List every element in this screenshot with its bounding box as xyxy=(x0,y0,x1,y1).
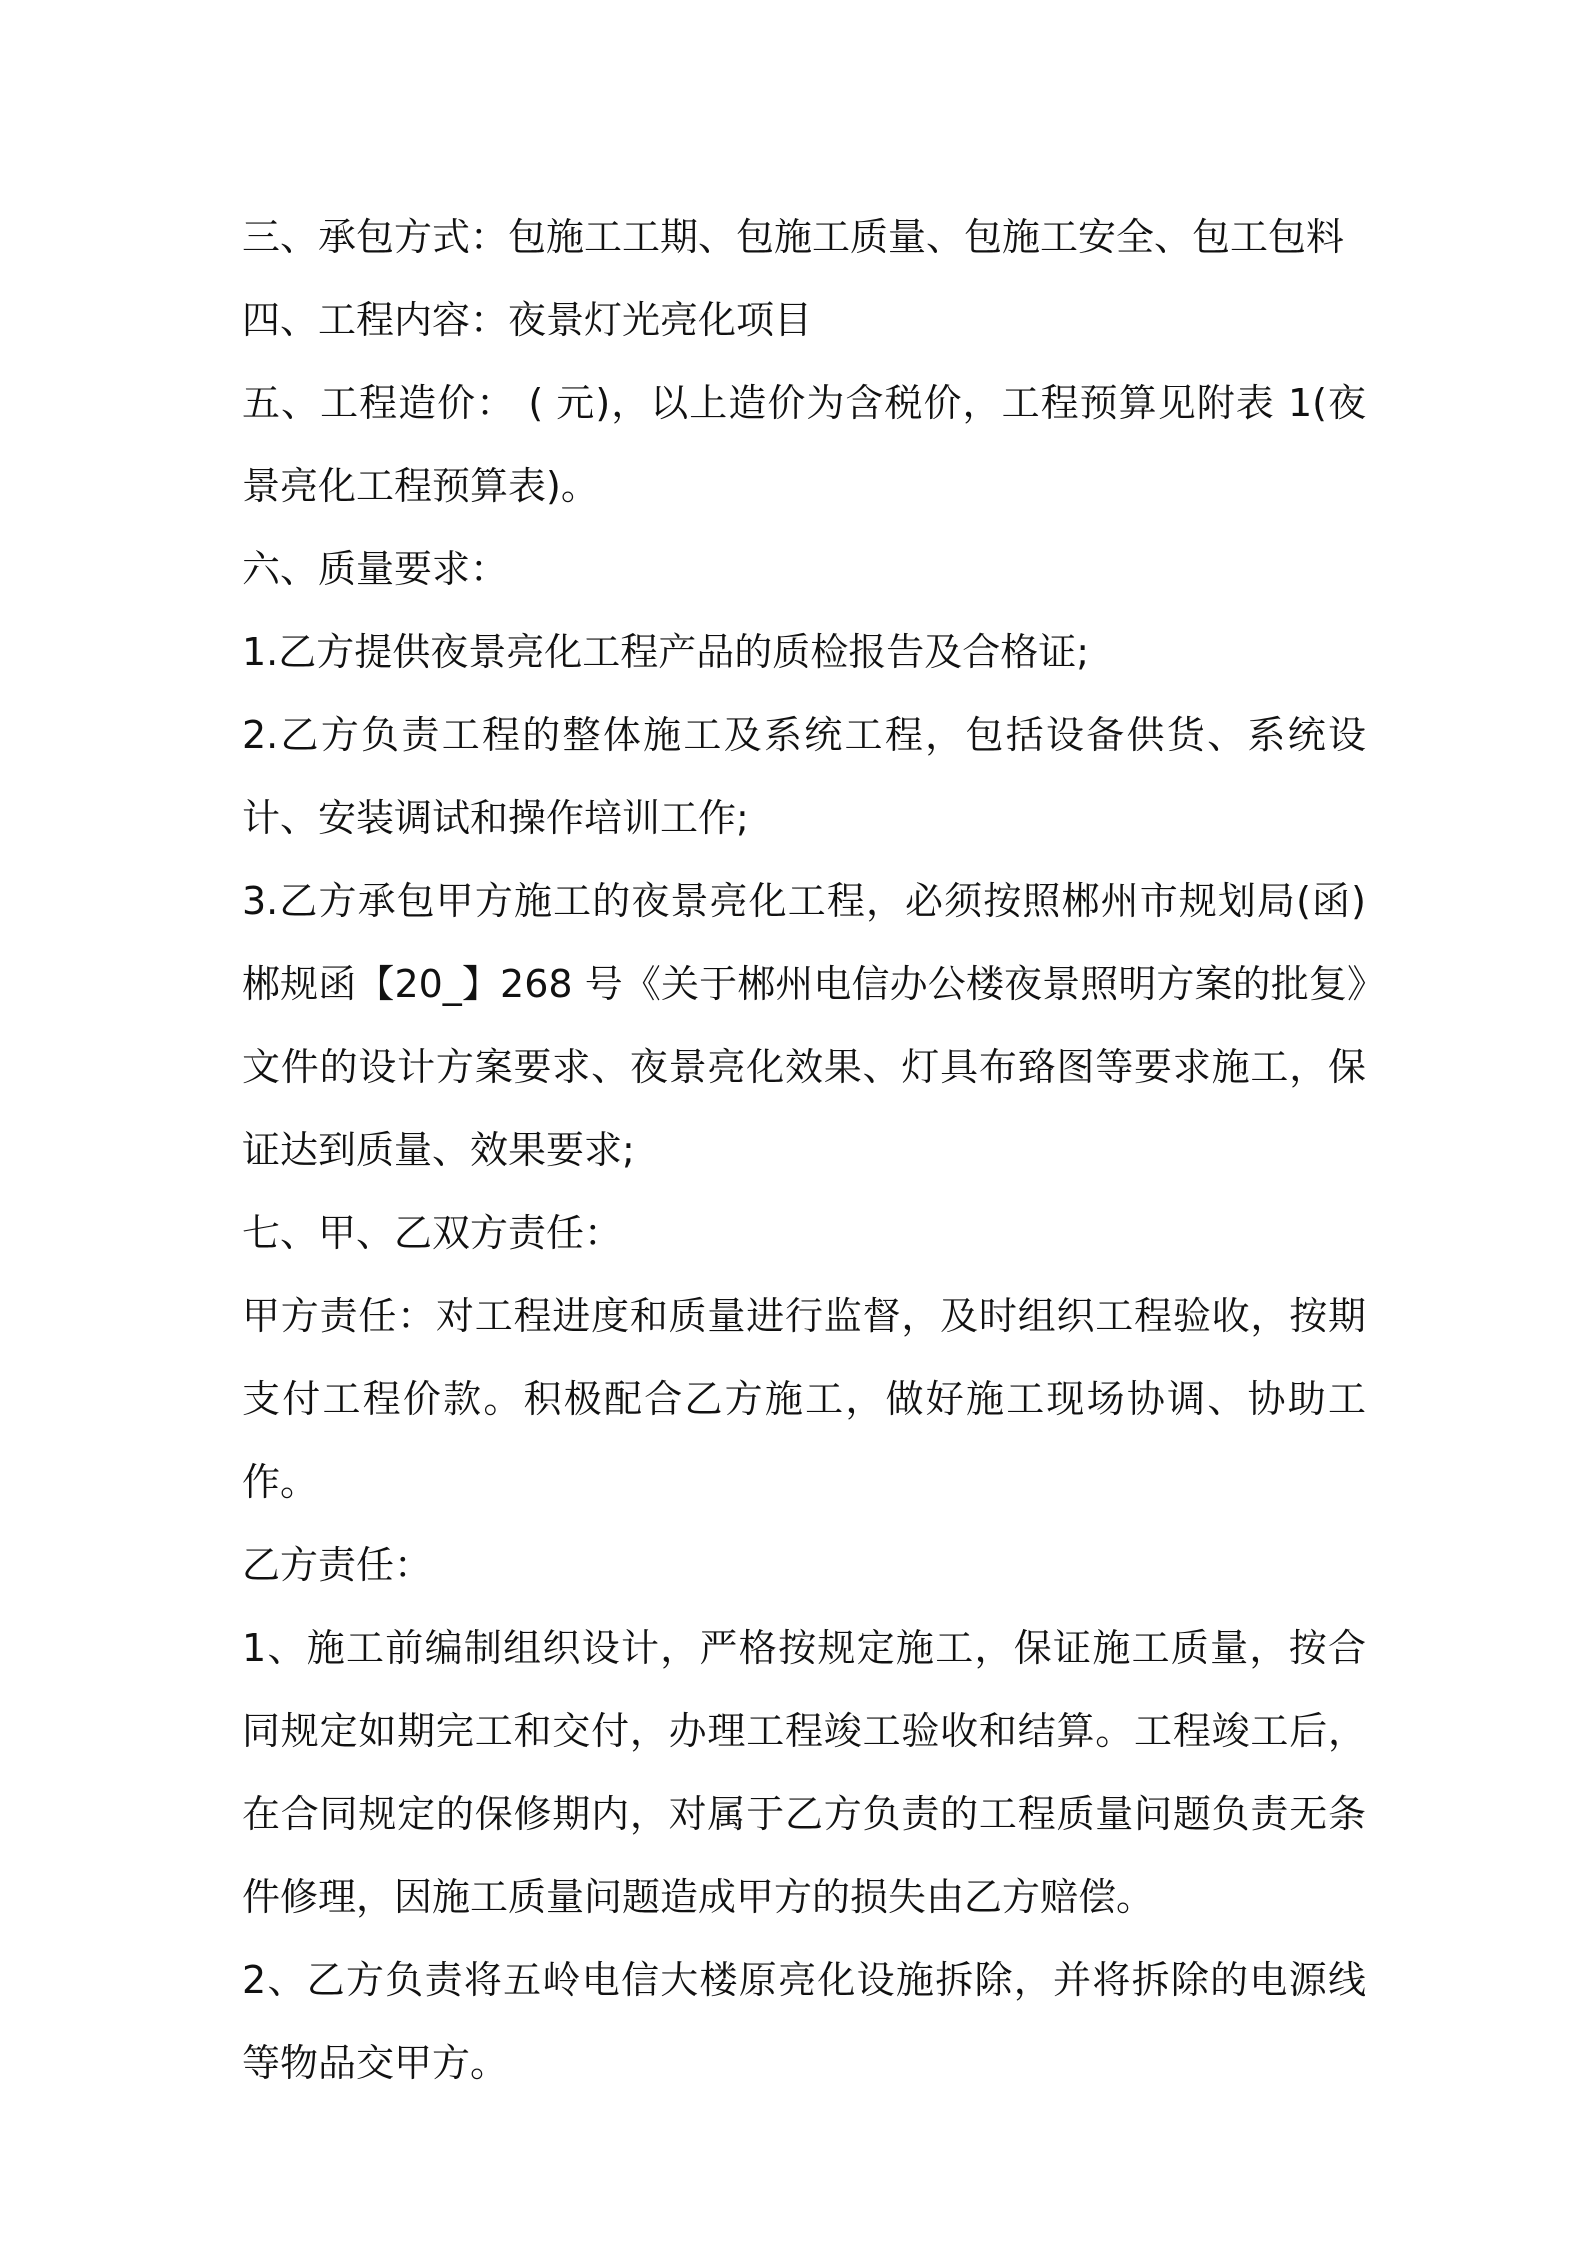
document-body xyxy=(242,196,1366,2105)
party-a-responsibility: 甲方责任：对工程进度和质量进行监督，及时组织工程验收，按期支付工程价款。积极配合乙方施工，做好施工现场协调、协助工作。 xyxy=(242,1294,1366,1504)
party-b-item-2: 2、乙方负责将五岭电信大楼原亮化设施拆除，并将拆除的电源线等物品交甲方。 xyxy=(242,1958,1366,2085)
section-quality-heading: 六、质量要求： xyxy=(242,547,509,591)
party-b-responsibility-heading: 乙方责任： xyxy=(242,1543,433,1587)
section-project-cost: 五、工程造价： ( 元)，以上造价为含税价，工程预算见附表 1(夜景亮化工程预算表)。 xyxy=(242,381,1366,508)
quality-item-2: 2.乙方负责工程的整体施工及系统工程，包括设备供货、系统设计、安装调试和操作培训工作; xyxy=(242,713,1366,840)
quality-item-3: 3.乙方承包甲方施工的夜景亮化工程，必须按照郴州市规划局(函)郴规函【20_】268 号《关于郴州电信办公楼夜景照明方案的批复》文件的设计方案要求、夜景亮化效果、灯具布臵图等要求施工，保证达到质量、效果要求; xyxy=(242,879,1366,1172)
section-project-content: 四、工程内容：夜景灯光亮化项目 xyxy=(242,298,813,342)
party-b-item-1: 1、施工前编制组织设计，严格按规定施工，保证施工质量，按合同规定如期完工和交付，办理工程竣工验收和结算。工程竣工后，在合同规定的保修期内，对属于乙方负责的工程质量问题负责无条件修理，因施工质量问题造成甲方的损失由乙方赔偿。 xyxy=(242,1626,1366,1919)
quality-item-1: 1.乙方提供夜景亮化工程产品的质检报告及合格证; xyxy=(242,630,1090,674)
section-responsibilities-heading: 七、甲、乙双方责任： xyxy=(242,1211,623,1255)
section-contract-method: 三、承包方式：包施工工期、包施工质量、包施工安全、包工包料 xyxy=(242,215,1345,259)
